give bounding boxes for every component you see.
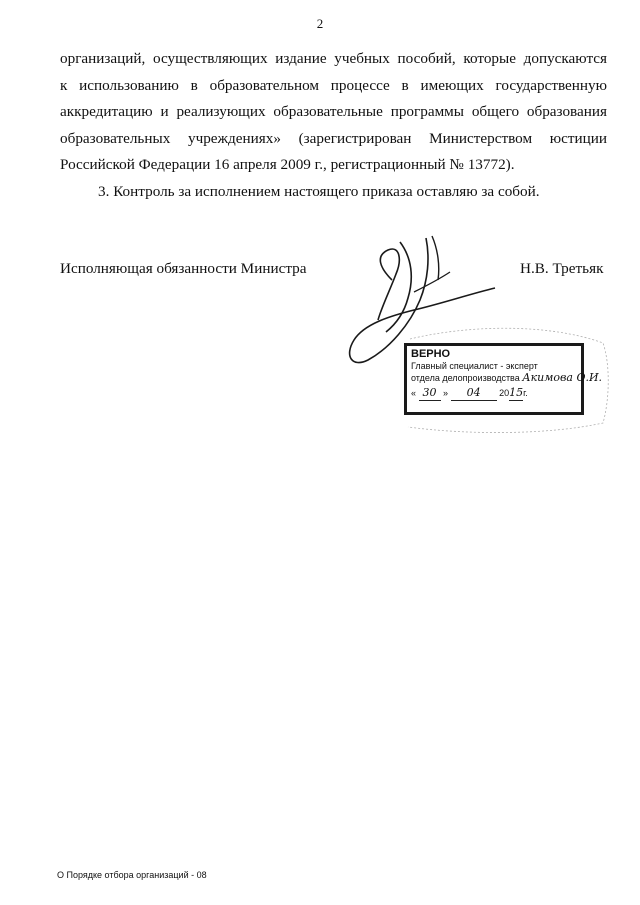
certification-stamp [398,323,613,438]
stamp-date-month: 04 [451,386,497,401]
document-footer: О Порядке отбора организаций - 08 [57,870,207,880]
paragraph-line: аккредитацию и реализующих образовательные программы общего образования [60,103,607,120]
paragraph-line: к использованию в образовательном процессе в имеющих государственную [60,76,607,94]
stamp-box [404,343,603,415]
stamp-date-day: 30 [419,386,441,401]
signatory-title: Исполняющая обязанности Министра [60,260,307,277]
stamp-position: Главный специалист - эксперт [411,361,538,371]
paragraph-line: Российской Федерации 16 апреля 2009 г., регистрационный № 13772). [60,156,515,173]
stamp-date-open-quote: « [411,388,417,398]
signatory-name: Н.В. Третьяк [520,260,604,277]
paragraph-line: организаций, осуществляющих издание учебных пособий, которые допускаются [60,50,607,67]
clause-3: 3. Контроль за исполнением настоящего приказа оставляю за собой. [98,183,540,200]
stamp-department-label: отдела делопроизводства [411,373,520,383]
stamp-date [411,386,577,401]
stamp-department [411,371,603,384]
stamp-date-close-quote: » [443,388,449,398]
page-number: 2 [316,16,324,31]
paragraph-line: образовательных учреждениях» (зарегистрирован Министерством юстиции [60,129,607,147]
stamp-date-year-suffix: 15 [509,386,524,399]
stamp-heading: ВЕРНО [411,348,451,360]
stamp-handwritten-signature: Акимова О.И. [522,371,603,384]
stamp-date-year-mark: г. [523,388,528,398]
stamp-date-year-prefix: 20 [499,388,510,398]
body-paragraph [60,46,607,179]
